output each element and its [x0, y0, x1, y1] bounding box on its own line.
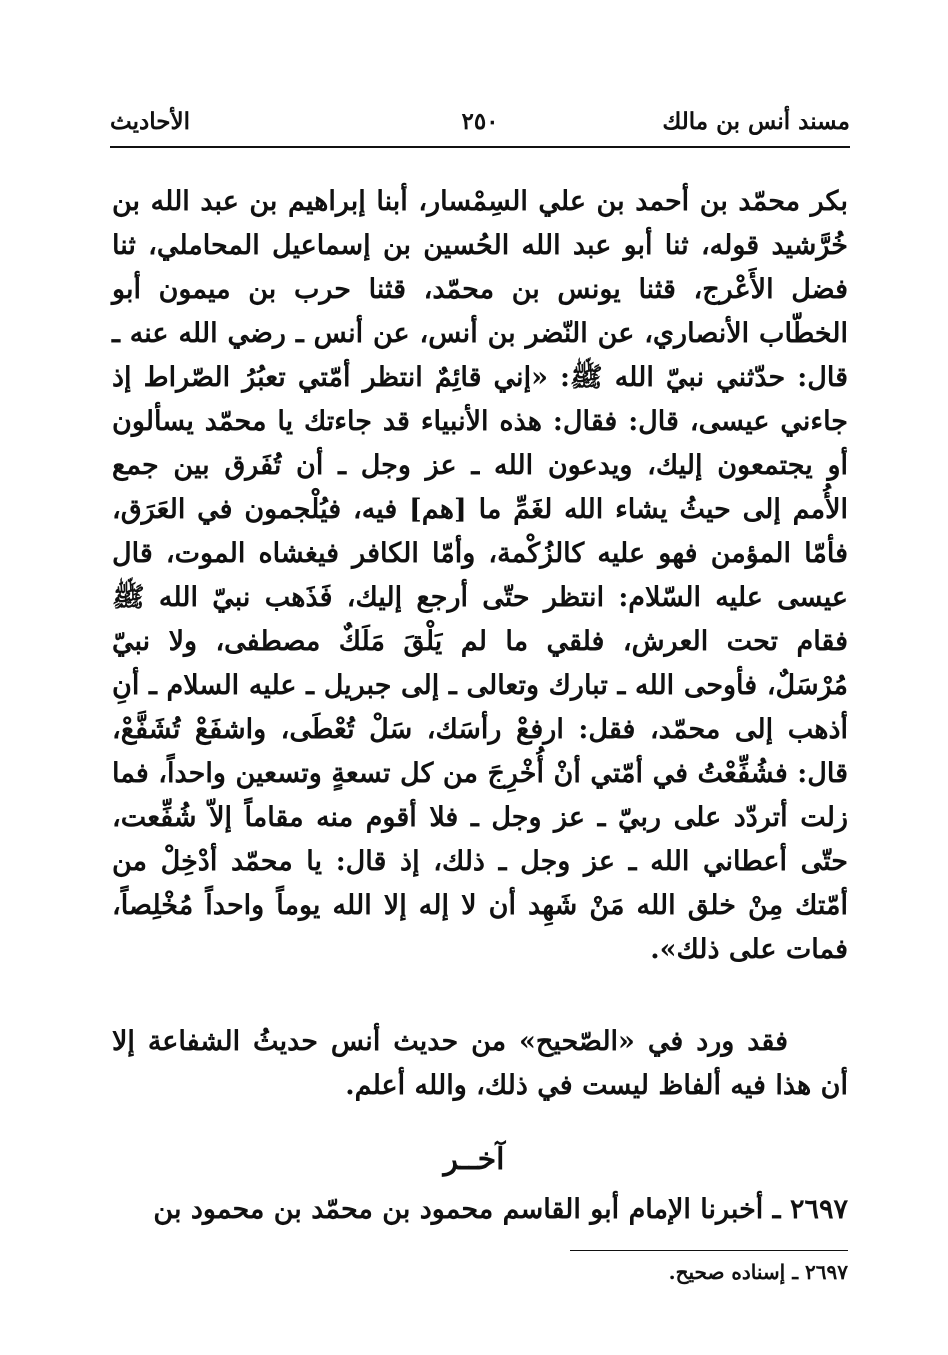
book-title: مسند أنس بن مالك	[662, 108, 850, 135]
commentary-paragraph: فقد ورد في «الصّحيح» من حديث أنس حديثُ الشفاعة إلا أن هذا فيه ألفاظ ليست في ذلك، والله أعلم.	[112, 1026, 848, 1101]
footnote: ٢٦٩٧ ـ إسناده صحيح.	[668, 1260, 848, 1284]
hadith-opening-line: ٢٦٩٧ ـ أخبرنا الإمام أبو القاسم محمود بن محمّد بن محمود بن	[153, 1194, 848, 1225]
section-heading: آخــر	[443, 1142, 505, 1177]
header-divider	[110, 146, 850, 148]
page-header	[110, 108, 850, 148]
page-number: ٢٥٠	[461, 108, 499, 135]
main-paragraph: بكر محمّد بن أحمد بن علي السِمْسار، أبنا إبراهيم بن عبد الله بن خُرَّشيد قوله، ثنا أبو عبد الله الحُسين بن إسماعيل المحاملي، ثنا فضل الأَعْرج، قثنا يونس بن محمّد، قثنا حرب بن ميمون أبو الخطّاب الأنصاري، عن النّضر بن أنس، عن أنس ـ رضي الله عنه ـ قال: حدّثني نبيّ الله ﷺ: «إني قائِمٌ انتظر أمّتي تعبُرُ الصّراط إذ جاءني عيسى، قال: فقال: هذه الأنبياء قد جاءتك يا محمّد يسألون أو يجتمعون إليك، ويدعون الله ـ عز وجل ـ أن تُفَرق بين جمع الأُمم إلى حيثُ يشاء الله لغَمِّ ما [هم] فيه، فيُلْجمون في العَرَق، فأمّا المؤمن فهو عليه كالزُكْمة، وأمّا الكافر فيغشاه الموت، قال عيسى عليه السّلام: انتظر حتّى أرجع إليك، فَذَهب نبيّ الله ﷺ فقام تحت العرش، فلقي ما لم يَلْقَ مَلَكٌ مصطفى، ولا نبيّ مُرْسَلٌ، فأوحى الله ـ تبارك وتعالى ـ إلى جبريل ـ عليه السلام ـ أنِ أذهب إلى محمّد، فقل: ارفعْ رأسَك، سَلْ تُعْطَى، واشفَعْ تُشَفَّعْ، قال: فشُفِّعْتُ في أمّتي أنْ أُخْرِجَ من كل تسعةٍ وتسعين واحداً، فما زلت أتردّد على ربيّ ـ عز وجل ـ فلا أقوم منه مقاماً إلاّ شُفِّعت، حتّى أعطاني الله ـ عز وجل ـ ذلك، إذ قال: يا محمّد أدْخِلْ من أمّتك مِنْ خلق الله مَنْ شَهِد أن لا إله إلا الله يوماً واحداً مُخْلِصاً، فمات على ذلك».	[112, 186, 848, 965]
footnote-divider	[570, 1250, 848, 1251]
section-name: الأحاديث	[110, 108, 190, 135]
